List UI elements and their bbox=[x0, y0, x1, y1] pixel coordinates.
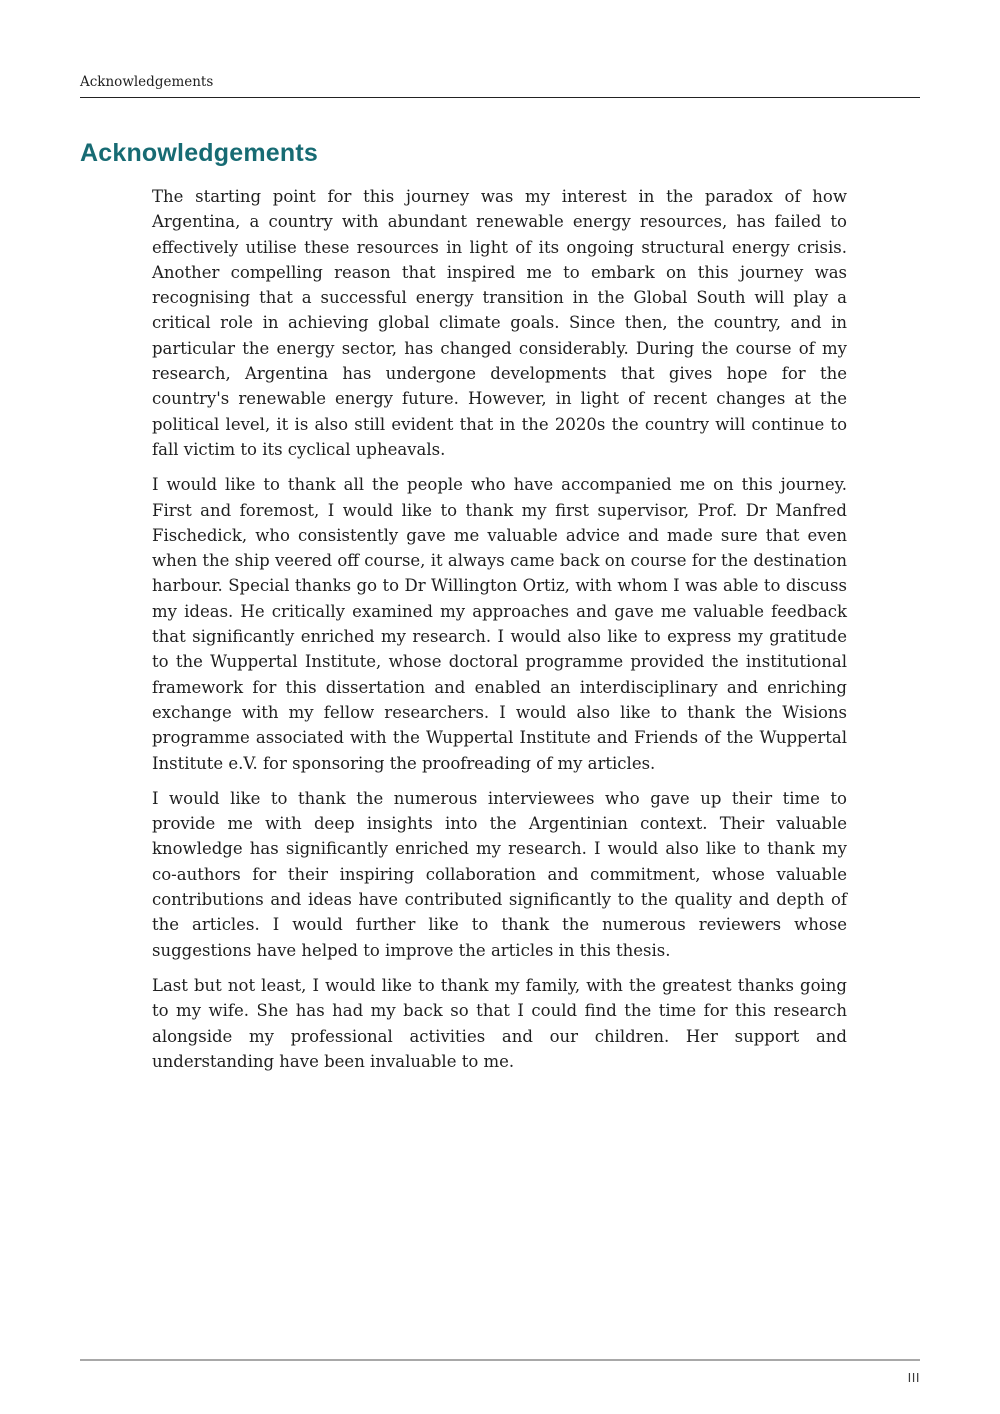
page-footer bbox=[80, 1359, 920, 1386]
paragraph-2: I would like to thank all the people who have accompanied me on this journey. First and foremost, I would like to thank my first supervisor, Prof. Dr Manfred Fischedick, who consistently gave me valuable advice and made sure that even when the ship veered off course, it always came back on course for the destination harbour. Special thanks go to Dr Willington Ortiz, with whom I was able to discuss my ideas. He critically examined my approaches and gave me valuable feedback that significantly enriched my research. I would also like to express my gratitude to the Wuppertal Institute, whose doctoral programme provided the institutional framework for this dissertation and enabled an interdisciplinary and enriching exchange with my fellow researchers. I would also like to thank the Wisions programme associated with the Wuppertal Institute and Friends of the Wuppertal Institute e.V. for sponsoring the proofreading of my articles. bbox=[152, 475, 847, 773]
running-header-text: Acknowledgements bbox=[80, 74, 214, 90]
paragraph-1: The starting point for this journey was my interest in the paradox of how Argentina, a country with abundant renewable energy resources, has failed to effectively utilise these resources in light of its ongoing structural energy crisis. Another compelling reason that inspired me to embark on this journey was recognising that a successful energy transition in the Global South will play a critical role in achieving global climate goals. Since then, the country, and in particular the energy sector, has changed considerably. During the course of my research, Argentina has undergone developments that gives hope for the country's renewable energy future. However, in light of recent changes at the political level, it is also still evident that in the 2020s the country will continue to fall victim to its cyclical upheavals. bbox=[152, 187, 847, 459]
paragraph-4: Last but not least, I would like to thank my family, with the greatest thanks going to my wife. She has had my back so that I could find the time for this research alongside my professional activities and our children. Her support and understanding have been invaluable to me. bbox=[152, 975, 847, 1071]
page-title: Acknowledgements bbox=[80, 139, 318, 167]
page-number: III bbox=[907, 1370, 920, 1385]
body-text bbox=[152, 184, 847, 1074]
paragraph-3: I would like to thank the numerous interviewees who gave up their time to provide me with deep insights into the Argentinian context. Their valuable knowledge has significantly enriched my research. I would also like to thank my co-authors for their inspiring collaboration and commitment, whose valuable contributions and ideas have contributed significantly to the quality and depth of the articles. I would further like to thank the numerous reviewers whose suggestions have helped to improve the articles in this thesis. bbox=[152, 788, 847, 960]
running-header bbox=[80, 74, 920, 98]
